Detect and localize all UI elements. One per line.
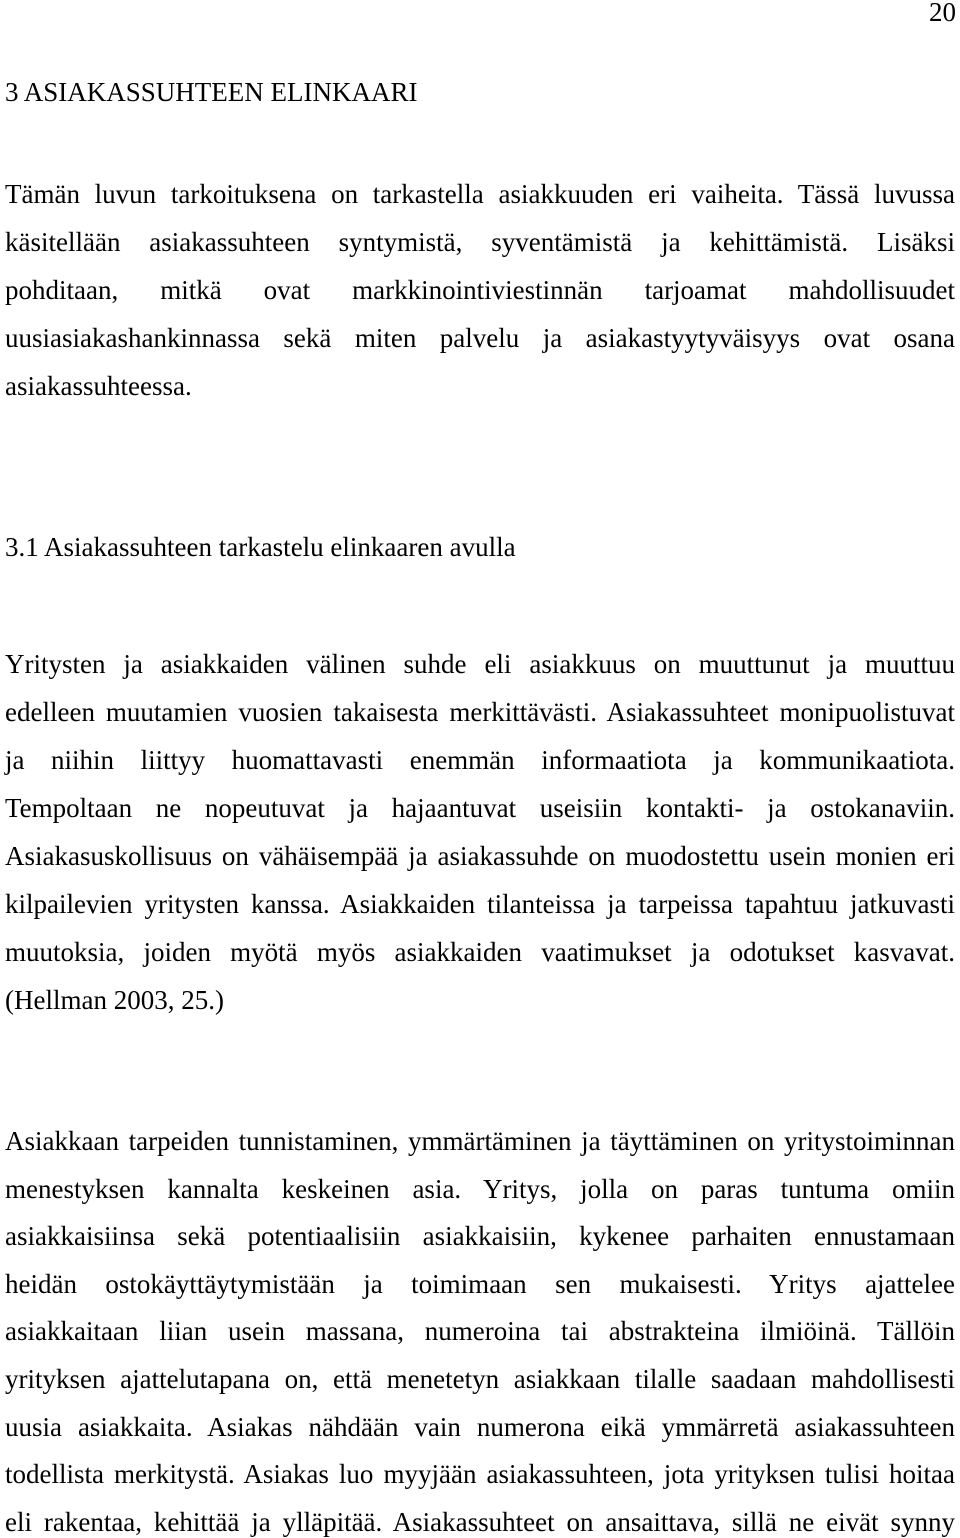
paragraph-line: asiakkaitaan liian usein massana, numeroina tai abstrakteina ilmiöinä. Tällöin bbox=[5, 1316, 955, 1347]
paragraph-line: Asiakkaan tarpeiden tunnistaminen, ymmärtäminen ja täyttäminen on yritystoiminnan bbox=[5, 1126, 955, 1156]
paragraph-line: heidän ostokäyttäytymistään ja toimimaan sen mukaisesti. Yritys ajattelee bbox=[5, 1268, 955, 1299]
body-paragraph bbox=[5, 648, 955, 1016]
section-heading: 3.1 Asiakassuhteen tarkastelu elinkaaren avulla bbox=[5, 532, 516, 562]
paragraph-line: asiakkaisiinsa sekä potentiaalisiin asiakkaisiin, kykenee parhaiten ennustamaan bbox=[5, 1221, 955, 1252]
paragraph-line: Yritysten ja asiakkaiden välinen suhde eli asiakkuus on muuttunut ja muuttuu bbox=[5, 649, 955, 679]
paragraph-line: Tämän luvun tarkoituksena on tarkastella asiakkuuden eri vaiheita. Tässä luvussa bbox=[5, 179, 955, 209]
paragraph-line: muutoksia, joiden myötä myös asiakkaiden vaatimukset ja odotukset kasvavat. bbox=[5, 937, 955, 967]
paragraph-line: pohditaan, mitkä ovat markkinointiviestinnän tarjoamat mahdollisuudet bbox=[5, 275, 955, 305]
intro-paragraph bbox=[5, 178, 955, 402]
paragraph-line: ja niihin liittyy huomattavasti enemmän informaatiota ja kommunikaatiota. bbox=[5, 745, 955, 775]
paragraph-line: asiakassuhteessa. bbox=[5, 371, 192, 401]
paragraph-line: menestyksen kannalta keskeinen asia. Yritys, jolla on paras tuntuma omiin bbox=[5, 1173, 955, 1204]
citation-line: (Hellman 2003, 25.) bbox=[5, 985, 224, 1015]
page-number: 20 bbox=[929, 0, 956, 27]
paragraph-line: käsitellään asiakassuhteen syntymistä, syventämistä ja kehittämistä. Lisäksi bbox=[5, 227, 955, 257]
body-paragraph bbox=[5, 1125, 955, 1538]
paragraph-line: kilpailevien yritysten kanssa. Asiakkaiden tilanteissa ja tarpeissa tapahtuu jatkuvasti bbox=[5, 889, 955, 919]
paragraph-line: Tempoltaan ne nopeutuvat ja hajaantuvat useisiin kontakti- ja ostokanaviin. bbox=[5, 793, 955, 823]
paragraph-line: todellista merkitystä. Asiakas luo myyjään asiakassuhteen, jota yrityksen tulisi hoitaa bbox=[5, 1459, 955, 1490]
chapter-heading: 3 ASIAKASSUHTEEN ELINKAARI bbox=[5, 77, 418, 107]
paragraph-line: uusia asiakkaita. Asiakas nähdään vain numerona eikä ymmärretä asiakassuhteen bbox=[5, 1411, 955, 1442]
paragraph-line: Asiakasuskollisuus on vähäisempää ja asiakassuhde on muodostettu usein monien eri bbox=[5, 841, 955, 871]
paragraph-line: uusiasiakashankinnassa sekä miten palvelu ja asiakastyytyväisyys ovat osana bbox=[5, 323, 955, 353]
paragraph-line: edelleen muutamien vuosien takaisesta merkittävästi. Asiakassuhteet monipuolistuvat bbox=[5, 697, 955, 727]
paragraph-line: eli rakentaa, kehittää ja ylläpitää. Asiakassuhteet on ansaittava, sillä ne eivät synny bbox=[5, 1506, 955, 1537]
paragraph-line: yrityksen ajattelutapana on, että menetetyn asiakkaan tilalle saadaan mahdollisesti bbox=[5, 1363, 955, 1394]
